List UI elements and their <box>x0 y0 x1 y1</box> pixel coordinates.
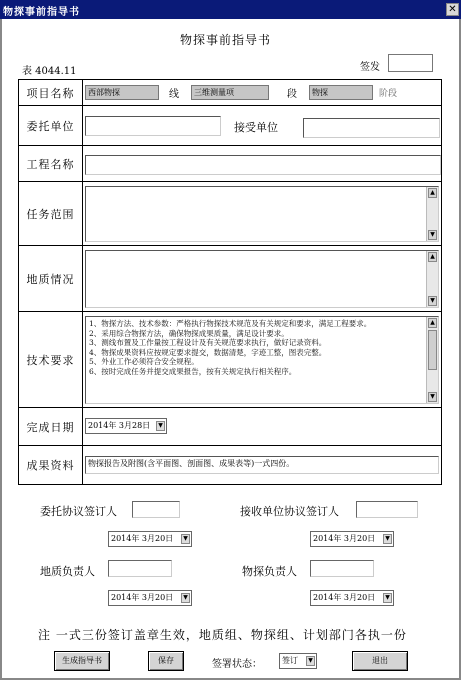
save-button[interactable]: 保存 <box>148 651 184 671</box>
exit-button[interactable]: 退出 <box>352 651 408 671</box>
sign-status-label: 签署状态： <box>212 659 262 670</box>
receive-unit-field[interactable] <box>303 118 440 138</box>
geo-lead-input[interactable] <box>108 560 172 577</box>
complete-row <box>19 408 441 446</box>
complete-date-value: 2014年 3月28日 <box>88 421 151 430</box>
deliverables-label: 成果资料 <box>19 446 83 484</box>
scroll-down-icon[interactable]: ▼ <box>428 392 437 402</box>
project-suffix: 阶段 <box>379 89 398 99</box>
tech-line: 2、采用综合物探方法，确保物探成果质量，满足设计要求。 <box>89 328 289 338</box>
receive-unit-label: 接受单位 <box>234 121 278 134</box>
form-grid <box>18 79 442 485</box>
tech-row <box>19 312 441 408</box>
tech-textarea[interactable] <box>85 316 439 404</box>
task-scrollbar[interactable] <box>426 187 438 241</box>
geo-lead-label: 地质负责人 <box>40 565 95 578</box>
geo-lead-date-picker[interactable] <box>108 590 192 606</box>
geophys-lead-date-picker[interactable] <box>310 590 394 606</box>
scroll-down-icon[interactable]: ▼ <box>428 230 437 240</box>
dropdown-arrow-icon[interactable]: ▼ <box>181 534 190 544</box>
commission-signer-label: 委托协议签订人 <box>40 505 117 518</box>
project-sep-2: 段 <box>287 89 297 100</box>
tech-line: 1、物探方法、技术参数：严格执行物探技术规范及有关规定和要求，满足工程要求。 <box>89 319 372 328</box>
complete-date-picker[interactable] <box>85 418 167 434</box>
receiver-date-picker[interactable] <box>310 531 394 547</box>
project-field-2[interactable]: 三维测量项 <box>191 85 269 100</box>
scroll-up-icon[interactable]: ▲ <box>428 188 437 198</box>
dropdown-arrow-icon[interactable]: ▼ <box>383 534 392 544</box>
geo-lead-date-value: 2014年 3月20日 <box>111 593 174 602</box>
project-field-3[interactable]: 物探 <box>309 85 373 100</box>
decision-field[interactable] <box>388 54 433 72</box>
scroll-thumb[interactable] <box>428 330 437 370</box>
tech-label: 技术要求 <box>19 312 83 407</box>
engineering-row <box>19 146 441 182</box>
tech-line: 3、测线布置及工作量按工程设计及有关规范要求执行，做好记录资料。 <box>89 338 327 347</box>
form-number: 表 4044.11 <box>22 66 77 77</box>
project-field-1[interactable]: 西部物探 <box>85 85 159 100</box>
engineering-field[interactable] <box>85 155 441 175</box>
sign-status-select[interactable] <box>279 653 317 669</box>
project-row <box>19 80 441 106</box>
project-label: 项目名称 <box>19 80 83 105</box>
units-row <box>19 106 441 146</box>
close-icon[interactable]: ✕ <box>446 3 459 16</box>
title-bar <box>0 0 461 19</box>
generate-button[interactable]: 生成指导书 <box>54 651 110 671</box>
tech-scrollbar[interactable] <box>426 317 438 403</box>
engineering-label: 工程名称 <box>19 146 83 181</box>
geophys-lead-date-value: 2014年 3月20日 <box>313 593 376 602</box>
geophys-lead-label: 物探负责人 <box>242 565 297 578</box>
project-sep-1: 线 <box>169 89 179 100</box>
commission-signer-input[interactable] <box>132 501 180 518</box>
geo-row <box>19 246 441 312</box>
dropdown-arrow-icon[interactable]: ▼ <box>383 593 392 603</box>
decision-label: 签发 <box>360 62 380 73</box>
deliverables-row <box>19 446 441 484</box>
geo-scrollbar[interactable] <box>426 251 438 307</box>
document-title: 物探事前指导书 <box>180 33 272 47</box>
dropdown-arrow-icon[interactable]: ▼ <box>306 656 315 666</box>
receiver-signer-input[interactable] <box>356 501 418 518</box>
tech-line: 4、物探成果资料应按规定要求提交，数据清楚，字迹工整，图表完整。 <box>89 347 327 357</box>
commission-date-picker[interactable] <box>108 531 192 547</box>
geo-textarea[interactable] <box>85 250 439 308</box>
deliverables-field[interactable]: 物探报告及附图(含平面图、剖面图、成果表等)一式四份。 <box>85 456 439 474</box>
receiver-date-value: 2014年 3月20日 <box>313 534 376 543</box>
complete-label: 完成日期 <box>19 408 83 445</box>
scroll-up-icon[interactable]: ▲ <box>428 252 437 262</box>
dropdown-arrow-icon[interactable]: ▼ <box>181 593 190 603</box>
tech-line: 5、外业工作必须符合安全规程。 <box>89 357 199 366</box>
footer-note: 注 一式三份签订盖章生效，地质组、物探组、计划部门各执一份 <box>38 628 407 642</box>
geo-label: 地质情况 <box>19 246 83 311</box>
commission-unit-field[interactable] <box>85 116 221 136</box>
commission-date-value: 2014年 3月20日 <box>111 534 174 543</box>
commission-unit-label: 委托单位 <box>19 106 83 145</box>
scroll-up-icon[interactable]: ▲ <box>428 318 437 328</box>
receiver-signer-label: 接收单位协议签订人 <box>240 505 339 518</box>
scroll-down-icon[interactable]: ▼ <box>428 296 437 306</box>
tech-text <box>86 317 438 378</box>
window-title: 物探事前指导书 <box>3 7 80 18</box>
tech-line: 6、按时完成任务并提交成果报告，按有关规定执行相关程序。 <box>89 366 297 376</box>
task-label: 任务范围 <box>19 182 83 245</box>
task-row <box>19 182 441 246</box>
dropdown-arrow-icon[interactable]: ▼ <box>156 421 165 431</box>
sign-status-value: 签订 <box>282 656 298 665</box>
task-textarea[interactable] <box>85 186 439 242</box>
geophys-lead-input[interactable] <box>310 560 374 577</box>
